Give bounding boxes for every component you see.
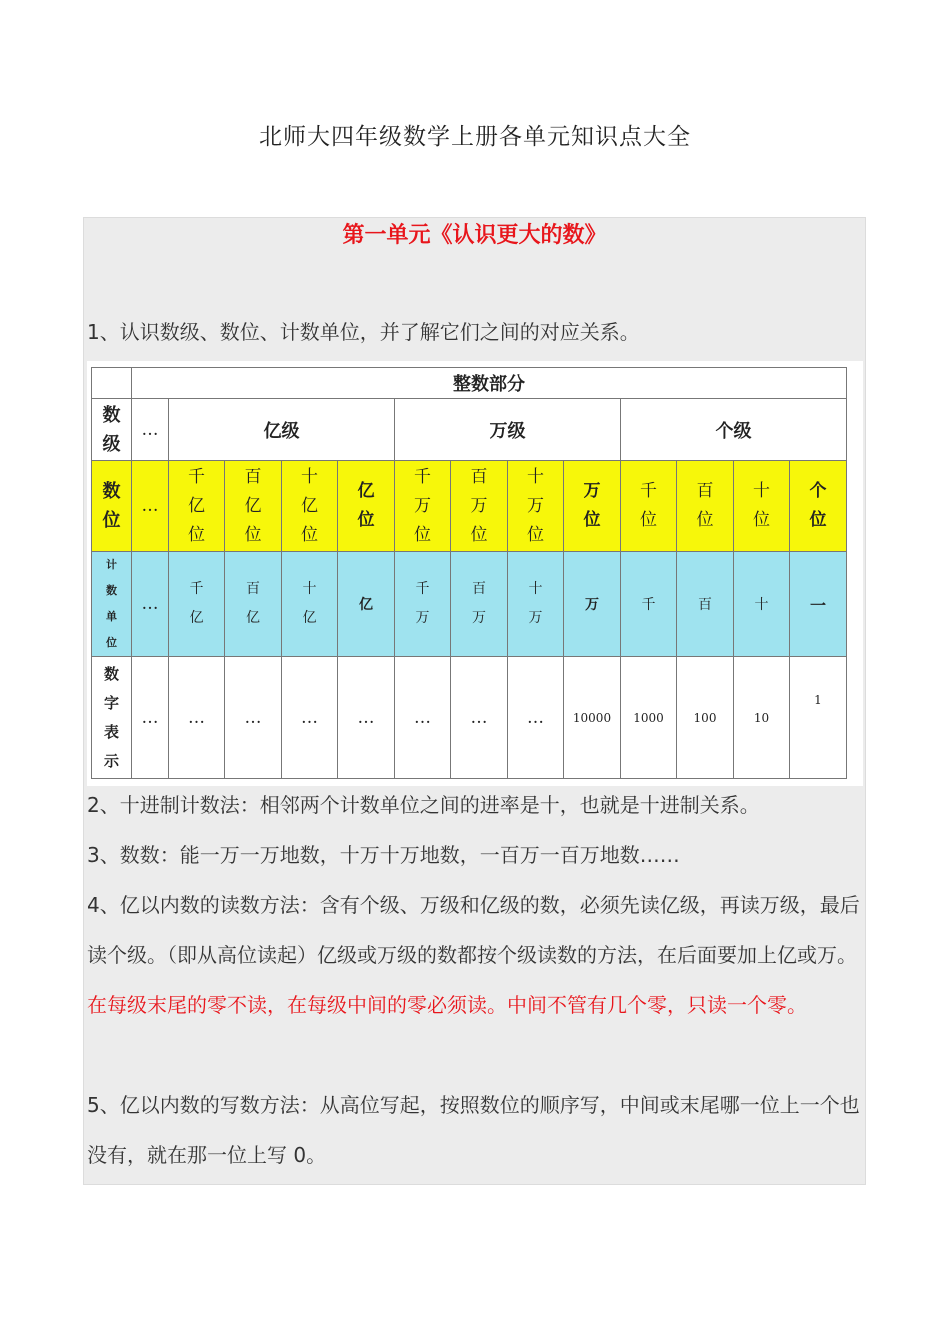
place-cell: 十 万 位 (508, 461, 564, 552)
unit-cell: 千 (621, 552, 677, 657)
row-label-shuzi: 数 字 表 示 (92, 657, 132, 779)
numeral-cell: 1 (790, 657, 847, 779)
unit-cell: 十 万 (508, 552, 564, 657)
unit-cell: 一 (790, 552, 847, 657)
place-cell: 千 亿 位 (169, 461, 225, 552)
unit-cell: 百 亿 (225, 552, 282, 657)
place-value-table-container (87, 361, 863, 786)
ellipsis-cell: … (132, 461, 169, 552)
numeral-cell: 10 (734, 657, 790, 779)
paragraph-5: 5、亿以内数的写数方法：从高位写起，按照数位的顺序写，中间或末尾哪一位上一个也没有，就在那一位上写 0。 (87, 1093, 860, 1167)
unit-title: 第一单元《认识更大的数》 (342, 223, 607, 248)
ellipsis-cell: … (132, 657, 169, 779)
place-cell: 百 位 (677, 461, 734, 552)
place-cell: 亿 位 (338, 461, 395, 552)
unit-cell: 百 万 (451, 552, 508, 657)
integer-part-header: 整数部分 (132, 368, 847, 399)
paragraph-4-text: 4、亿以内数的读数方法：含有个级、万级和亿级的数，必须先读亿级，再读万级，最后读个级。（即从高位读起）亿级或万级的数都按个级读数的方法，在后面要加上亿或万。 (87, 893, 860, 967)
numeral-cell: 10000 (564, 657, 621, 779)
paragraph-1: 1、认识数级、数位、计数单位，并了解它们之间的对应关系。 (87, 320, 640, 344)
level-ge: 个级 (621, 399, 847, 461)
place-cell: 万 位 (564, 461, 621, 552)
row-label-jishu: 计 数 单 位 (92, 552, 132, 657)
document-title: 北师大四年级数学上册各单元知识点大全 (259, 124, 691, 150)
numeral-cell: 100 (677, 657, 734, 779)
unit-cell: 百 (677, 552, 734, 657)
numeral-cell: … (225, 657, 282, 779)
place-cell: 个 位 (790, 461, 847, 552)
row-label-shuwei: 数 位 (92, 461, 132, 552)
place-cell: 百 亿 位 (225, 461, 282, 552)
unit-cell: 亿 (338, 552, 395, 657)
paragraph-4-emphasis: 在每级末尾的零不读，在每级中间的零必须读。中间不管有几个零，只读一个零。 (87, 993, 807, 1017)
paragraph-2: 2、十进制计数法：相邻两个计数单位之间的进率是十，也就是十进制关系。 (87, 793, 760, 817)
unit-cell: 千 亿 (169, 552, 225, 657)
ellipsis-cell: … (132, 552, 169, 657)
numeral-cell: … (451, 657, 508, 779)
place-cell: 十 亿 位 (282, 461, 338, 552)
numeral-cell: … (395, 657, 451, 779)
place-value-table (91, 367, 847, 779)
paragraph-3: 3、数数：能一万一万地数，十万十万地数，一百万一百万地数…… (87, 843, 680, 867)
place-cell: 十 位 (734, 461, 790, 552)
corner-cell (92, 368, 132, 399)
unit-cell: 十 亿 (282, 552, 338, 657)
numeral-cell: … (508, 657, 564, 779)
ellipsis-cell: … (132, 399, 169, 461)
numeral-cell: … (169, 657, 225, 779)
unit-cell: 十 (734, 552, 790, 657)
level-wan: 万级 (395, 399, 621, 461)
numeral-cell: … (338, 657, 395, 779)
place-cell: 百 万 位 (451, 461, 508, 552)
place-cell: 千 位 (621, 461, 677, 552)
numeral-cell: 1000 (621, 657, 677, 779)
unit-cell: 万 (564, 552, 621, 657)
row-label-shuji: 数 级 (92, 399, 132, 461)
numeral-cell: … (282, 657, 338, 779)
paragraph-4 (87, 880, 867, 1030)
unit-cell: 千 万 (395, 552, 451, 657)
place-cell: 千 万 位 (395, 461, 451, 552)
level-yi: 亿级 (169, 399, 395, 461)
